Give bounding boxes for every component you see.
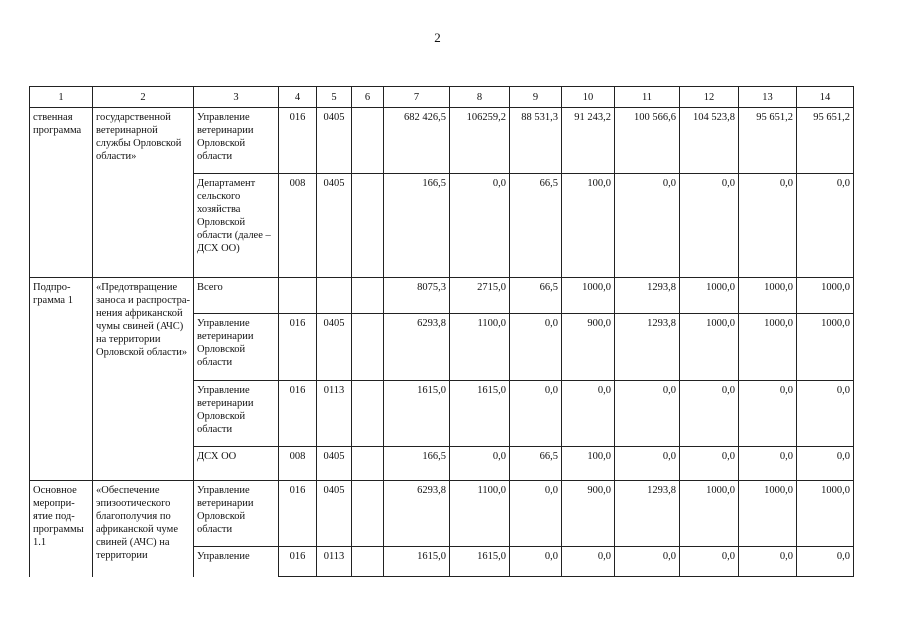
value-cell: 95 651,2 [797, 108, 854, 174]
value-cell: 1000,0 [797, 278, 854, 314]
value-cell: 0,0 [680, 381, 739, 447]
value-cell: 0,0 [450, 447, 510, 481]
value-cell: 1293,8 [615, 314, 680, 381]
target-code-cell [352, 381, 384, 447]
grbs-code-cell: 016 [279, 314, 317, 381]
value-cell: 1000,0 [739, 481, 797, 547]
program-name-cell: «Предотвращение заноса и распростра-нения африканской чумы свиней (АЧС) на территории Орловской области» [93, 278, 194, 481]
column-number: 8 [450, 87, 510, 108]
column-number: 14 [797, 87, 854, 108]
section-code-cell: 0405 [317, 447, 352, 481]
executor-cell: Всего [194, 278, 279, 314]
value-cell: 0,0 [510, 481, 562, 547]
section-code-cell: 0405 [317, 108, 352, 174]
value-cell: 95 651,2 [739, 108, 797, 174]
grbs-code-cell: 016 [279, 381, 317, 447]
column-number: 7 [384, 87, 450, 108]
table-row [30, 481, 854, 547]
value-cell: 166,5 [384, 174, 450, 278]
value-cell: 0,0 [450, 174, 510, 278]
value-cell: 66,5 [510, 278, 562, 314]
grbs-code-cell: 016 [279, 481, 317, 547]
value-cell: 1000,0 [680, 278, 739, 314]
value-cell: 0,0 [797, 547, 854, 577]
value-cell: 0,0 [797, 381, 854, 447]
executor-cell: Управление [194, 547, 279, 577]
section-code-cell: 0405 [317, 314, 352, 381]
value-cell: 6293,8 [384, 481, 450, 547]
target-code-cell [352, 278, 384, 314]
executor-cell: ДСХ ОО [194, 447, 279, 481]
value-cell: 682 426,5 [384, 108, 450, 174]
table-row [30, 278, 854, 314]
executor-cell: Департамент сельского хозяйства Орловской области (далее – ДСХ ОО) [194, 174, 279, 278]
executor-cell: Управление ветеринарии Орловской области [194, 481, 279, 547]
target-code-cell [352, 108, 384, 174]
value-cell: 1293,8 [615, 278, 680, 314]
value-cell: 1000,0 [797, 314, 854, 381]
column-number: 12 [680, 87, 739, 108]
value-cell: 8075,3 [384, 278, 450, 314]
column-number: 5 [317, 87, 352, 108]
value-cell: 1100,0 [450, 314, 510, 381]
program-name-cell: государственной ветеринарной службы Орловской области» [93, 108, 194, 278]
value-cell: 0,0 [739, 381, 797, 447]
value-cell: 166,5 [384, 447, 450, 481]
table-row [30, 108, 854, 174]
column-number: 9 [510, 87, 562, 108]
value-cell: 1100,0 [450, 481, 510, 547]
grbs-code-cell: 016 [279, 108, 317, 174]
value-cell: 900,0 [562, 314, 615, 381]
column-number: 3 [194, 87, 279, 108]
value-cell: 1615,0 [384, 547, 450, 577]
executor-cell: Управление ветеринарии Орловской области [194, 381, 279, 447]
target-code-cell [352, 547, 384, 577]
value-cell: 900,0 [562, 481, 615, 547]
value-cell: 1000,0 [562, 278, 615, 314]
program-status-cell: Подпро-грамма 1 [30, 278, 93, 481]
value-cell: 6293,8 [384, 314, 450, 381]
value-cell: 0,0 [615, 447, 680, 481]
column-number: 10 [562, 87, 615, 108]
column-number: 1 [30, 87, 93, 108]
value-cell: 1000,0 [739, 278, 797, 314]
value-cell: 104 523,8 [680, 108, 739, 174]
column-number: 13 [739, 87, 797, 108]
value-cell: 0,0 [562, 547, 615, 577]
value-cell: 66,5 [510, 174, 562, 278]
value-cell: 0,0 [680, 547, 739, 577]
value-cell: 0,0 [797, 174, 854, 278]
value-cell: 1000,0 [797, 481, 854, 547]
grbs-code-cell [279, 278, 317, 314]
value-cell: 0,0 [739, 447, 797, 481]
target-code-cell [352, 174, 384, 278]
executor-cell: Управление ветеринарии Орловской области [194, 108, 279, 174]
column-number: 11 [615, 87, 680, 108]
grbs-code-cell: 008 [279, 447, 317, 481]
value-cell: 0,0 [510, 547, 562, 577]
value-cell: 1000,0 [680, 481, 739, 547]
value-cell: 1000,0 [739, 314, 797, 381]
value-cell: 0,0 [797, 447, 854, 481]
value-cell: 0,0 [615, 381, 680, 447]
value-cell: 1000,0 [680, 314, 739, 381]
value-cell: 88 531,3 [510, 108, 562, 174]
value-cell: 0,0 [615, 547, 680, 577]
program-status-cell: ственная программа [30, 108, 93, 278]
section-code-cell: 0405 [317, 481, 352, 547]
section-code-cell [317, 278, 352, 314]
section-code-cell: 0113 [317, 381, 352, 447]
value-cell: 0,0 [510, 381, 562, 447]
value-cell: 0,0 [510, 314, 562, 381]
column-number: 6 [352, 87, 384, 108]
value-cell: 1615,0 [384, 381, 450, 447]
target-code-cell [352, 314, 384, 381]
column-number: 2 [93, 87, 194, 108]
section-code-cell: 0113 [317, 547, 352, 577]
value-cell: 66,5 [510, 447, 562, 481]
target-code-cell [352, 481, 384, 547]
value-cell: 91 243,2 [562, 108, 615, 174]
grbs-code-cell: 008 [279, 174, 317, 278]
value-cell: 0,0 [739, 547, 797, 577]
column-number: 4 [279, 87, 317, 108]
value-cell: 0,0 [680, 447, 739, 481]
value-cell: 0,0 [615, 174, 680, 278]
value-cell: 100,0 [562, 447, 615, 481]
value-cell: 1293,8 [615, 481, 680, 547]
value-cell: 1615,0 [450, 381, 510, 447]
value-cell: 1615,0 [450, 547, 510, 577]
value-cell: 0,0 [562, 381, 615, 447]
section-code-cell: 0405 [317, 174, 352, 278]
value-cell: 0,0 [680, 174, 739, 278]
program-name-cell: «Обеспечение эпизоотического благополучия по африканской чуме свиней (АЧС) на территории [93, 481, 194, 577]
value-cell: 0,0 [739, 174, 797, 278]
page-number: 2 [434, 30, 441, 45]
value-cell: 100,0 [562, 174, 615, 278]
executor-cell: Управление ветеринарии Орловской области [194, 314, 279, 381]
header-row [30, 87, 854, 108]
value-cell: 100 566,6 [615, 108, 680, 174]
value-cell: 2715,0 [450, 278, 510, 314]
target-code-cell [352, 447, 384, 481]
grbs-code-cell: 016 [279, 547, 317, 577]
program-status-cell: Основное меропри-ятие под-программы 1.1 [30, 481, 93, 577]
budget-table [29, 86, 854, 577]
value-cell: 106259,2 [450, 108, 510, 174]
